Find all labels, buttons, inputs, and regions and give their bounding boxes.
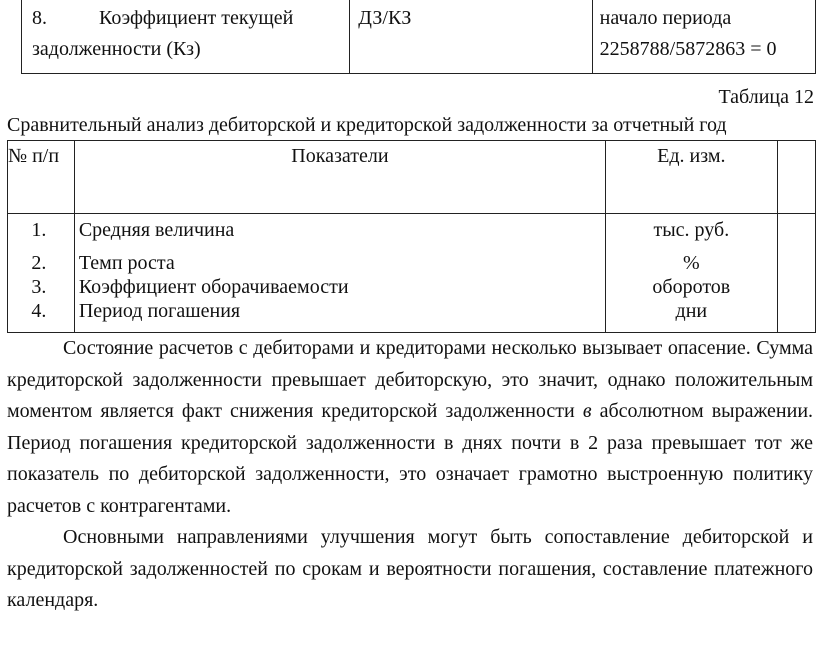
unit-value: оборотов	[652, 276, 731, 298]
value-line1: начало периода	[599, 7, 732, 29]
indicator-name: Период погашения	[78, 300, 241, 322]
ratio-label-cell	[22, 0, 350, 74]
unit-value: дни	[675, 300, 708, 322]
value-line2: 2258788/5872863 = 0	[599, 38, 777, 60]
indicator-name: Темп роста	[78, 252, 175, 274]
header-indicator: Показатели	[74, 141, 605, 214]
table-row	[22, 0, 816, 74]
row-number: 2.	[31, 252, 47, 274]
header-value-cut	[777, 141, 815, 214]
value-column-cut	[777, 214, 815, 333]
ratio-label-line2: задолженности (Кз)	[32, 38, 201, 60]
row-number: 4.	[31, 300, 47, 322]
indicator-name: Средняя величина	[78, 219, 235, 241]
body-text	[7, 333, 813, 617]
header-unit: Ед. изм.	[605, 141, 777, 214]
paragraph-1-text-b: абсолютном выражении. Период погашения кредиторской задолженности в днях почти в 2 раза превышает тот же показатель по дебиторской задолженности, это означает грамотно выстроенную политику расчетов с контрагентами.	[7, 400, 814, 517]
table-header-row	[8, 141, 816, 214]
table-caption: Сравнительный анализ дебиторской и кредиторской задолженности за отчетный год	[7, 114, 727, 136]
ratio-label-line1: Коэффициент текущей	[99, 7, 294, 29]
paragraph-2: Основными направлениями улучшения могут быть сопоставление дебиторской и кредиторской задолженностей по срокам и вероятности погашения, составление платежного календаря.	[7, 526, 813, 611]
formula-cell	[350, 0, 592, 74]
table-number: Таблица 12	[718, 86, 814, 108]
unit-column	[605, 214, 777, 333]
ratio-formula: ДЗ/КЗ	[358, 7, 412, 29]
header-number: № п/п	[8, 141, 75, 214]
comparison-table	[7, 140, 816, 333]
number-column	[8, 214, 75, 333]
indicator-name: Коэффициент оборачиваемости	[78, 276, 349, 298]
row-number: 8.	[32, 7, 47, 29]
table-row	[8, 214, 816, 333]
unit-value: тыс. руб.	[653, 219, 730, 241]
paragraph-1-italic: в	[582, 400, 592, 422]
unit-value: %	[683, 252, 700, 274]
paragraph-1-text-a: Состояние расчетов с дебиторами и кредиторами несколько вызывает опасение. Сумма кредиторской задолженности превышает дебиторскую, это значит, однако положительным моментом является факт снижения кредиторской задолженности	[7, 337, 813, 422]
previous-table-fragment	[21, 0, 816, 74]
row-number: 1.	[31, 219, 47, 241]
row-number: 3.	[31, 276, 47, 298]
indicator-column	[74, 214, 605, 333]
paragraph-1	[7, 333, 813, 522]
value-cell	[592, 0, 815, 74]
